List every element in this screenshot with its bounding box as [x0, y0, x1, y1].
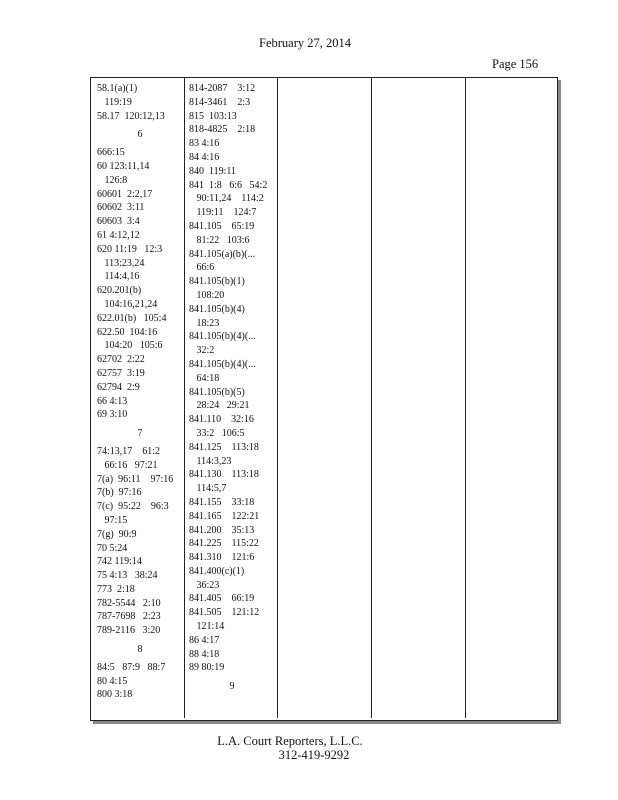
index-entry: 28:24 29:21	[189, 400, 250, 412]
index-entry: 841.155 33:18	[189, 496, 255, 508]
index-section-header: 8	[137, 644, 143, 656]
column-divider	[184, 78, 185, 718]
court-reporter-phone: 312-419-9292	[278, 748, 350, 762]
index-entry: 841.110 32:16	[189, 414, 254, 426]
index-entry: 841.405 66:19	[189, 593, 255, 605]
column-divider	[371, 78, 372, 718]
index-entry: 787-7698 2:23	[97, 611, 161, 623]
index-entry: 7(g) 90:9	[97, 528, 137, 540]
index-entry: 818-4825 2:18	[189, 124, 256, 136]
index-entry: 841.400(c)(1)	[189, 565, 245, 577]
index-entry: 60601 2:2,17	[97, 188, 153, 200]
index-entry: 841.105(a)(b)(...	[189, 248, 256, 260]
page-number: Page 156	[492, 57, 539, 71]
index-entry: 119:19	[97, 96, 132, 108]
index-entry: 119:11 124:7	[189, 207, 257, 219]
index-entry: 666:15	[97, 147, 125, 159]
index-entry: 841.105(b)(5)	[189, 386, 245, 398]
index-entry: 841.105(b)(1)	[189, 276, 245, 288]
index-entry: 126:8	[97, 174, 128, 186]
index-entry: 104:16,21,24	[97, 298, 158, 310]
index-column-2	[189, 82, 275, 698]
index-entry: 61 4:12,12	[97, 229, 140, 241]
index-entry: 66 4:13	[97, 395, 128, 407]
index-entry: 88 4:18	[189, 648, 220, 660]
index-entry: 70 5:24	[97, 542, 128, 554]
index-entry: 742 119:14	[97, 556, 142, 568]
index-entry: 62757 3:19	[97, 367, 145, 379]
index-entry: 789-2116 3:20	[97, 625, 161, 637]
index-entry: 108:20	[189, 289, 225, 301]
index-entry: 815 103:13	[189, 110, 237, 122]
index-entry: 841.105(b)(4)(...	[189, 358, 256, 370]
index-entry: 60602 3:11	[97, 202, 145, 214]
index-entry: 841.505 121:12	[189, 607, 260, 619]
index-entry: 7(c) 95:22 96:3	[97, 501, 169, 513]
index-entry: 622.01(b) 105:4	[97, 312, 167, 324]
index-entry: 841.200 35:13	[189, 524, 255, 536]
index-entry: 620.201(b)	[97, 285, 142, 297]
index-entry: 104:20 105:6	[97, 340, 163, 352]
index-entry: 841 1:8 6:6 54:2	[189, 179, 268, 191]
index-entry: 121:14	[189, 621, 225, 633]
index-section-header: 9	[229, 681, 235, 693]
court-reporter-name: L.A. Court Reporters, L.L.C.	[217, 734, 363, 748]
index-entry: 622.50 104:16	[97, 326, 158, 338]
index-entry: 841.225 115:22	[189, 538, 259, 550]
index-entry: 114:4,16	[97, 271, 140, 283]
index-entry: 814-2087 3:12	[189, 83, 256, 94]
index-entry: 18:23	[189, 317, 220, 329]
index-entry: 90:11,24 114:2	[189, 193, 264, 205]
index-entry: 841.125 113:18	[189, 441, 259, 453]
index-entry: 60603 3:4	[97, 216, 140, 228]
index-entry: 773 2:18	[97, 583, 135, 595]
index-entry: 800 3:18	[97, 689, 133, 701]
index-entry: 840 119:11	[189, 165, 237, 177]
index-entry: 58.17 120:12,13	[97, 110, 165, 122]
index-entry: 782-5544 2:10	[97, 597, 161, 609]
index-entry: 814-3461 2:3	[189, 96, 251, 108]
index-entry: 841.310 121:6	[189, 552, 255, 564]
index-table	[90, 77, 558, 721]
index-entry: 32:2	[189, 345, 215, 357]
index-entry: 62702 2:22	[97, 354, 145, 366]
index-entry: 841.130 113:18	[189, 469, 259, 481]
index-entry: 66:6	[189, 262, 215, 274]
index-entry: 33:2 106:5	[189, 427, 245, 439]
index-section-header: 6	[137, 129, 143, 141]
index-entry: 60 123:11,14	[97, 160, 150, 172]
column-divider	[277, 78, 278, 718]
index-entry: 841.105(b)(4)(...	[189, 331, 256, 343]
index-entry: 84:5 87:9 88:7	[97, 661, 166, 673]
index-entry: 7(b) 97:16	[97, 487, 142, 499]
index-section-header: 7	[137, 428, 143, 440]
index-entry: 86 4:17	[189, 634, 220, 646]
index-entry: 58.1(a)(1)	[97, 83, 138, 94]
index-entry: 113:23,24	[97, 257, 145, 269]
index-entry: 74:13,17 61:2	[97, 445, 161, 457]
index-entry: 83 4:16	[189, 138, 220, 150]
index-column-1	[97, 82, 183, 702]
index-entry: 80 4:15	[97, 675, 128, 687]
index-entry: 620 11:19 12:3	[97, 243, 163, 255]
index-entry: 89 80:19	[189, 662, 225, 674]
index-entry: 97:15	[97, 514, 128, 526]
index-entry: 75 4:13 38:24	[97, 570, 158, 582]
index-entry: 841.105 65:19	[189, 220, 255, 232]
index-entry: 81:22 103:6	[189, 234, 250, 246]
index-entry: 62794 2:9	[97, 381, 140, 393]
index-entry: 36:23	[189, 579, 220, 591]
index-entry: 114:3,23	[189, 455, 232, 467]
index-entry: 66:16 97:21	[97, 459, 158, 471]
index-entry: 7(a) 96:11 97:16	[97, 473, 174, 485]
index-entry: 841.165 122:21	[189, 510, 260, 522]
index-entry: 64:18	[189, 372, 220, 384]
transcript-date: February 27, 2014	[259, 36, 351, 50]
index-entry: 69 3:10	[97, 409, 128, 421]
index-entry: 84 4:16	[189, 151, 220, 163]
column-divider	[465, 78, 466, 718]
index-entry: 841.105(b)(4)	[189, 303, 245, 315]
index-entry: 114:5,7	[189, 483, 227, 495]
